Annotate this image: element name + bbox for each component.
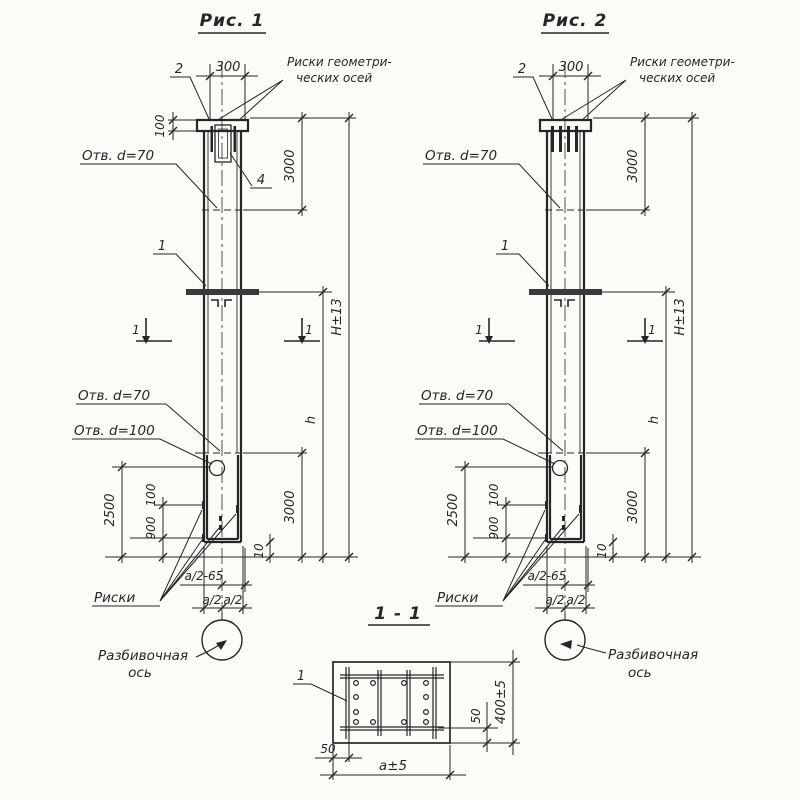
fig1-dimH: H±13 [330, 298, 345, 336]
fig1-dim900: 900 [144, 516, 158, 540]
fig1-title: Рис. 1 [199, 11, 265, 31]
fig2-hole70-upper-label: Отв. d=70 [425, 148, 498, 164]
section-dim-a: a±5 [378, 758, 408, 774]
fig2-dim100-bottom: 100 [487, 483, 501, 507]
fig2-axis-label-2: ось [628, 665, 652, 681]
fig2-dim10: 10 [595, 543, 609, 559]
fig2-hole70-lower-label: Отв. d=70 [421, 388, 494, 404]
fig1-dim100-lines [168, 112, 197, 140]
fig1-hole70-lower-label: Отв. d=70 [78, 388, 151, 404]
fig1-dim100-top: 100 [153, 114, 167, 138]
fig1-dim-a2-left: a/2 [202, 593, 222, 607]
fig1-axis-arrowhead [216, 640, 227, 650]
fig2-title: Рис. 2 [542, 11, 608, 31]
fig1-axis-label-1: Разбивочная [97, 648, 189, 664]
fig2-dimh: h [647, 415, 662, 425]
fig1-pos2-label: 2 [174, 62, 184, 77]
fig1-secmark-left: 1 [132, 323, 140, 337]
fig1-dim100-bottom: 100 [144, 483, 158, 507]
fig1-hole70-upper-label: Отв. d=70 [82, 148, 155, 164]
section-dimension-ticks [329, 658, 517, 779]
section-cage-bars [340, 667, 444, 739]
fig2-hole100-label: Отв. d=100 [417, 423, 498, 439]
section-title: 1 - 1 [374, 604, 422, 624]
fig1-hole100-label: Отв. d=100 [74, 423, 155, 439]
fig2-dim300: 300 [558, 60, 584, 75]
fig2-dim-a2-left: a/2 [545, 593, 565, 607]
section-dim50-right: 50 [469, 708, 483, 724]
fig1-axis-leader [196, 645, 219, 657]
fig2-pos2-label: 2 [517, 62, 527, 77]
fig2-axis-arrowhead [560, 640, 572, 649]
fig2-geometry-marks-label-2: ческих осей [639, 71, 716, 85]
fig2-dim-a2-right: a/2 [566, 593, 586, 607]
fig1-riski-label: Риски [94, 590, 136, 606]
section-dim50-left: 50 [320, 742, 336, 756]
fig2-pos1-label: 1 [500, 239, 510, 254]
fig2-dim900: 900 [487, 516, 501, 540]
fig2-axis-label-1: Разбивочная [608, 647, 699, 663]
fig2-secmark-right: 1 [648, 323, 656, 337]
section-dim400: 400±5 [494, 680, 509, 724]
fig2-dim-a2-65: a/2-65 [527, 569, 567, 583]
fig2-geometry-marks-label-1: Риски геометри- [630, 55, 735, 69]
fig1-pos4-leader [230, 153, 272, 188]
fig1-dim3000-upper: 3000 [283, 149, 298, 183]
fig1-axis-label-2: ось [128, 665, 152, 681]
figure-2 [415, 11, 735, 681]
fig1-secmark-right: 1 [305, 323, 313, 337]
fig1-dim3000-lower: 3000 [283, 490, 298, 524]
fig1-dim-a2-65: a/2-65 [184, 569, 224, 583]
section-1-1 [293, 604, 520, 780]
fig1-pos1-label: 1 [157, 239, 167, 254]
fig1-dim2500: 2500 [103, 493, 118, 527]
fig2-dim3000-upper: 3000 [626, 149, 641, 183]
fig1-dim10: 10 [252, 543, 266, 559]
fig1-geometry-marks-label-2: ческих осей [296, 71, 373, 85]
section-pos1-label: 1 [296, 669, 306, 684]
fig2-dimH: H±13 [673, 298, 688, 336]
fig1-geometry-marks-label-1: Риски геометри- [287, 55, 392, 69]
fig2-dim3000-lower: 3000 [626, 490, 641, 524]
section-pos1-leader [293, 684, 347, 701]
figure-1 [72, 11, 392, 681]
fig1-pos4-label: 4 [256, 173, 266, 188]
fig1-dim300: 300 [215, 60, 241, 75]
fig2-dim2500: 2500 [446, 493, 461, 527]
fig1-dim-a2-right: a/2 [223, 593, 243, 607]
fig2-secmark-left: 1 [475, 323, 483, 337]
fig1-dimh: h [304, 415, 319, 425]
section-rebar-dots [354, 681, 429, 725]
fig2-riski-label: Риски [437, 590, 479, 606]
